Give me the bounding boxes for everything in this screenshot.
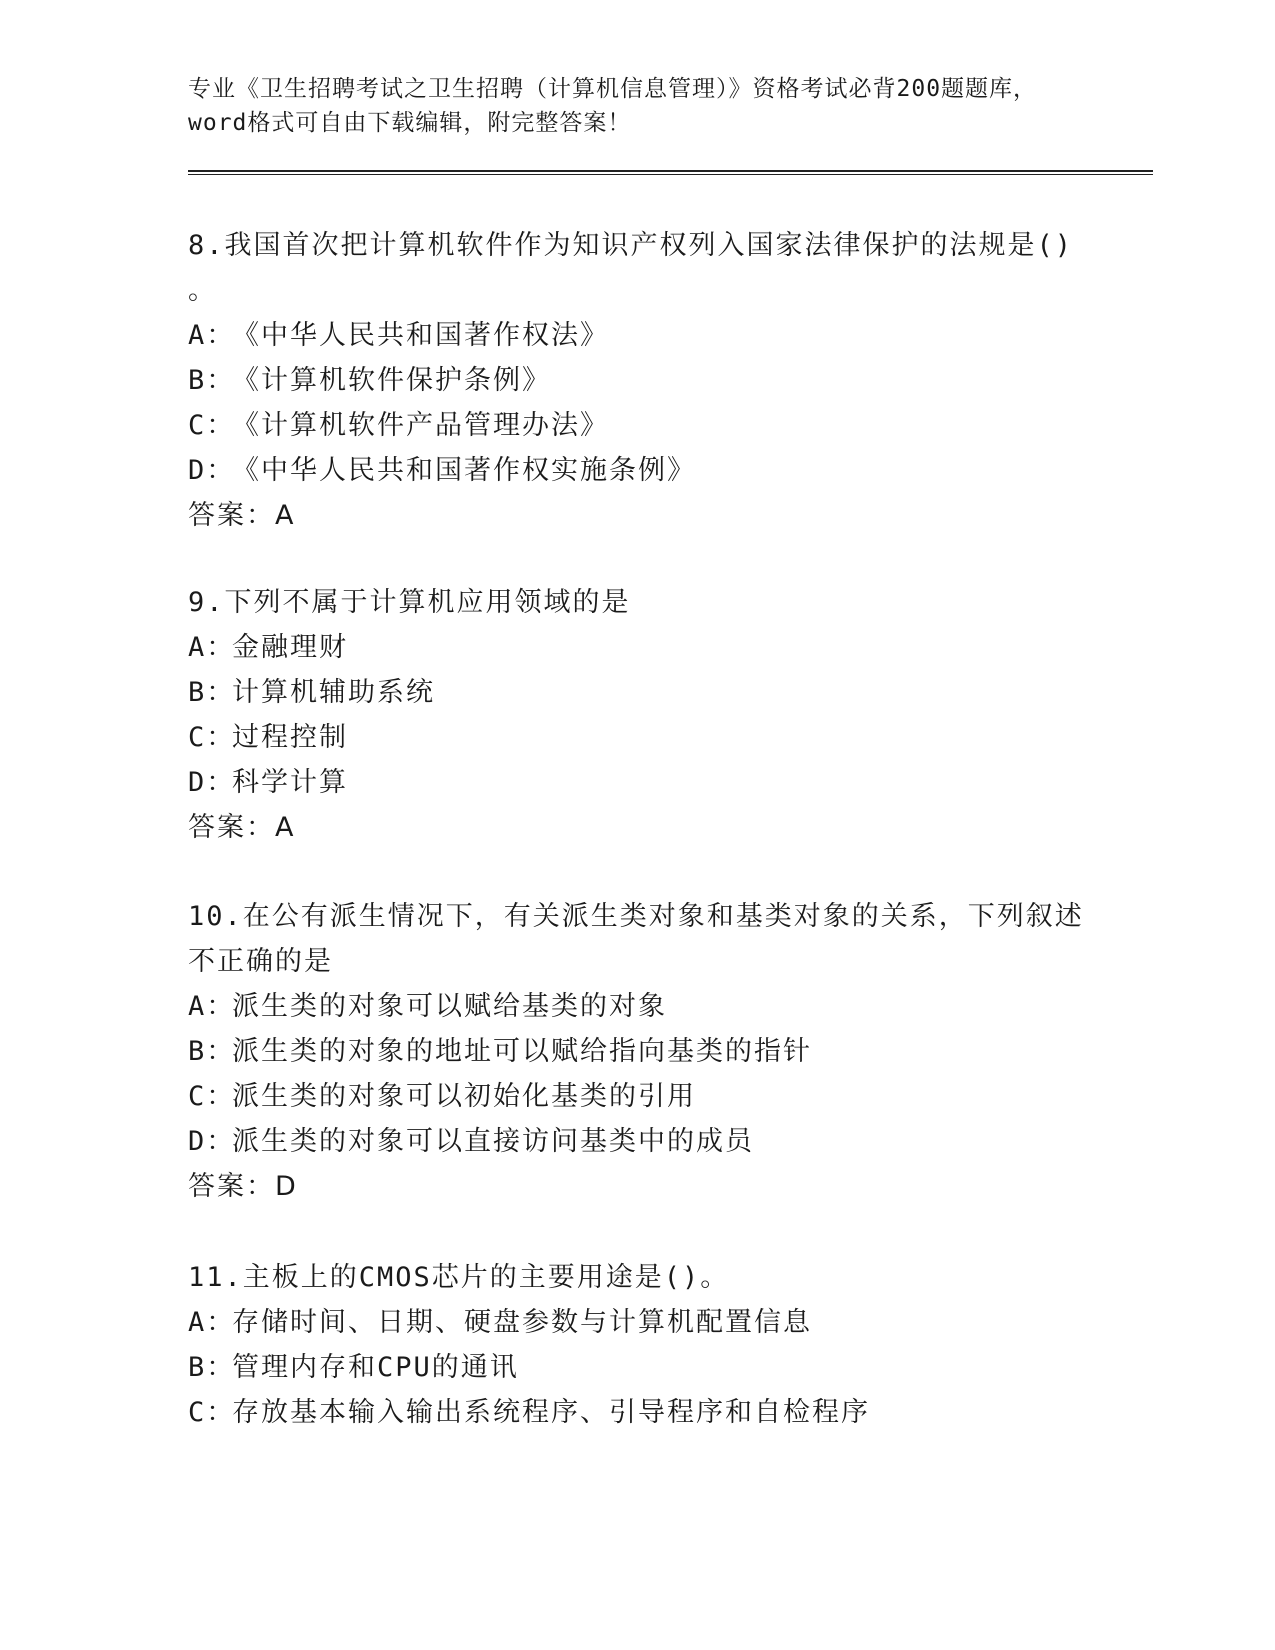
option-letter: D： xyxy=(188,455,236,486)
option-letter: A： xyxy=(188,320,236,351)
option-letter: B： xyxy=(188,365,236,396)
option-letter: D： xyxy=(188,1126,236,1157)
option-a xyxy=(188,313,1153,358)
option-c xyxy=(188,1074,1153,1119)
option-letter: A： xyxy=(188,991,236,1022)
option-letter: A： xyxy=(188,632,236,663)
question-text xyxy=(188,1255,1153,1300)
option-text: 存放基本输入输出系统程序、引导程序和自检程序 xyxy=(232,1397,870,1428)
option-b xyxy=(188,1345,1153,1390)
option-letter: C： xyxy=(188,722,236,753)
option-text: 金融理财 xyxy=(232,632,348,663)
option-letter: B： xyxy=(188,1352,236,1383)
document-page xyxy=(188,72,1153,1435)
option-letter: C： xyxy=(188,1081,236,1112)
option-b xyxy=(188,670,1153,715)
question-9 xyxy=(188,580,1153,850)
option-a xyxy=(188,984,1153,1029)
option-b xyxy=(188,1029,1153,1074)
question-text xyxy=(188,894,1153,984)
option-d xyxy=(188,448,1153,493)
option-a xyxy=(188,1300,1153,1345)
option-text: 科学计算 xyxy=(232,767,348,798)
question-text-line: 8.我国首次把计算机软件作为知识产权列入国家法律保护的法规是() xyxy=(188,230,1074,261)
option-letter: A： xyxy=(188,1307,236,1338)
option-text: 派生类的对象可以初始化基类的引用 xyxy=(232,1081,696,1112)
header-line-1: 专业《卫生招聘考试之卫生招聘（计算机信息管理）》资格考试必背200题题库， xyxy=(188,76,1038,102)
option-text: 《中华人民共和国著作权法》 xyxy=(232,320,609,351)
option-letter: B： xyxy=(188,677,236,708)
option-letter: C： xyxy=(188,1397,236,1428)
option-text: 《中华人民共和国著作权实施条例》 xyxy=(232,455,696,486)
option-letter: B： xyxy=(188,1036,236,1067)
answer: 答案：A xyxy=(188,500,296,531)
option-b xyxy=(188,358,1153,403)
question-text xyxy=(188,223,1153,313)
option-text: 《计算机软件产品管理办法》 xyxy=(232,410,609,441)
question-text-line: 。 xyxy=(188,275,217,306)
question-11 xyxy=(188,1255,1153,1435)
question-text xyxy=(188,580,1153,625)
option-c xyxy=(188,1390,1153,1435)
question-text-line: 9.下列不属于计算机应用领域的是 xyxy=(188,587,631,618)
option-c xyxy=(188,403,1153,448)
option-text: 存储时间、日期、硬盘参数与计算机配置信息 xyxy=(232,1307,812,1338)
option-letter: D： xyxy=(188,767,236,798)
question-text-line: 10.在公有派生情况下，有关派生类对象和基类对象的关系，下列叙述 xyxy=(188,901,1084,932)
option-text: 派生类的对象可以赋给基类的对象 xyxy=(232,991,667,1022)
answer: 答案：D xyxy=(188,1171,298,1202)
option-a xyxy=(188,625,1153,670)
document-header xyxy=(188,72,1153,140)
answer: 答案：A xyxy=(188,812,296,843)
option-text: 派生类的对象可以直接访问基类中的成员 xyxy=(232,1126,754,1157)
option-letter: C： xyxy=(188,410,236,441)
option-d xyxy=(188,760,1153,805)
option-text: 过程控制 xyxy=(232,722,348,753)
question-text-line: 11.主板上的CMOS芯片的主要用途是()。 xyxy=(188,1262,730,1293)
question-8 xyxy=(188,223,1153,538)
option-text: 计算机辅助系统 xyxy=(232,677,435,708)
option-d xyxy=(188,1119,1153,1164)
option-text: 派生类的对象的地址可以赋给指向基类的指针 xyxy=(232,1036,812,1067)
option-c xyxy=(188,715,1153,760)
header-line-2: word格式可自由下载编辑，附完整答案！ xyxy=(188,110,632,136)
option-text: 《计算机软件保护条例》 xyxy=(232,365,551,396)
question-text-line: 不正确的是 xyxy=(188,946,333,977)
option-text: 管理内存和CPU的通讯 xyxy=(232,1352,519,1383)
question-10 xyxy=(188,894,1153,1209)
header-divider xyxy=(188,170,1153,175)
